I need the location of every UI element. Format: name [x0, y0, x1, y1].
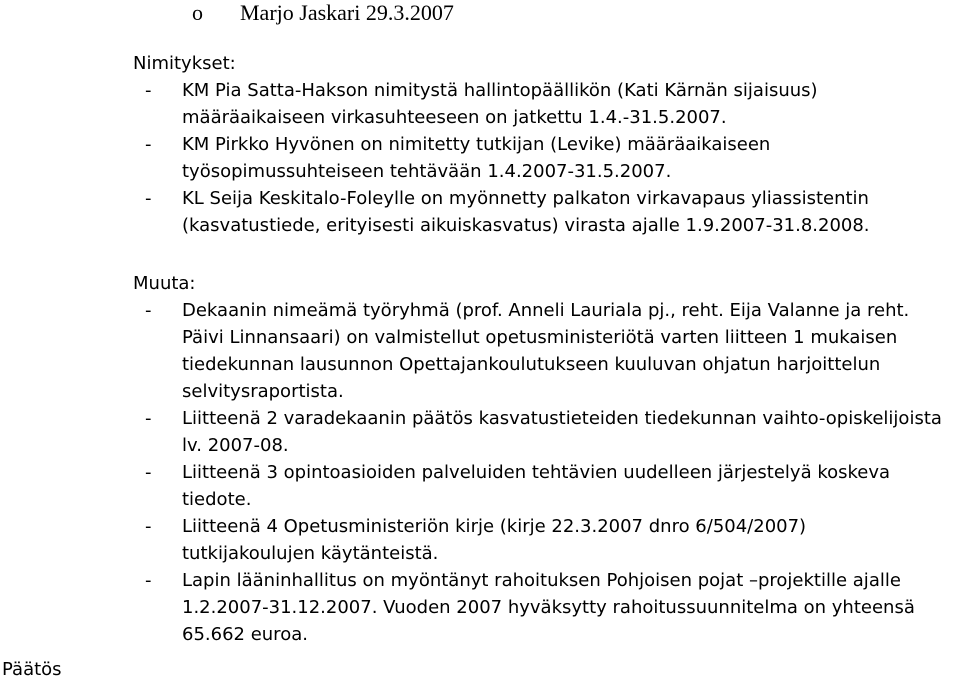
top-list-item [192, 0, 454, 26]
muuta-item-3 [133, 459, 943, 513]
dash-bullet: - [145, 300, 152, 321]
muuta-heading: Muuta: [133, 273, 196, 294]
muuta-item-5 [133, 567, 943, 648]
item-text: KM Pia Satta-Hakson nimitystä hallintopäällikön (Kati Kärnän sijaisuus) määräaikaiseen virkasuhteeseen on jatkettu 1.4.-31.5.2007. [182, 80, 818, 128]
dash-bullet: - [145, 408, 152, 429]
paatos-margin-label: Päätös [2, 659, 62, 680]
dash-bullet: - [145, 516, 152, 537]
item-text: Liitteenä 3 opintoasioiden palveluiden tehtävien uudelleen järjestelyä koskeva tiedote. [182, 462, 891, 510]
item-text: KL Seija Keskitalo-Foleylle on myönnetty palkaton virkavapaus yliassistentin (kasvatustiede, erityisesti aikuiskasvatus) virasta ajalle 1.9.2007-31.8.2008. [182, 188, 870, 236]
muuta-item-4 [133, 513, 943, 567]
muuta-item-2 [133, 405, 943, 459]
dash-bullet: - [145, 134, 152, 155]
nimitykset-section [133, 50, 943, 239]
item-text: Dekaanin nimeämä työryhmä (prof. Anneli Lauriala pj., reht. Eija Valanne ja reht. Päivi Linnansaari) on valmistellut opetusministeriötä varten liitteen 1 mukaisen tiedekunnan lausunnon Opettajankoulutukseen kuuluvan ohjatun harjoittelun selvitysraportista. [182, 300, 910, 402]
nimitykset-heading: Nimitykset: [133, 53, 236, 74]
nimitys-item-3 [133, 185, 943, 239]
item-text: Liitteenä 2 varadekaanin päätös kasvatustieteiden tiedekunnan vaihto-opiskelijoista lv. 2007-08. [182, 408, 942, 456]
nimitys-item-1 [133, 77, 943, 131]
dash-bullet: - [145, 80, 152, 101]
dash-bullet: - [145, 462, 152, 483]
circle-bullet: o [192, 0, 203, 25]
nimitys-item-2 [133, 131, 943, 185]
muuta-section [133, 270, 943, 648]
item-text: Liitteenä 4 Opetusministeriön kirje (kirje 22.3.2007 dnro 6/504/2007) tutkijakoulujen käytänteistä. [182, 516, 807, 564]
item-text: KM Pirkko Hyvönen on nimitetty tutkijan (Levike) määräaikaiseen työsopimussuhteiseen tehtävään 1.4.2007-31.5.2007. [182, 134, 771, 182]
top-item-text: Marjo Jaskari 29.3.2007 [240, 0, 454, 25]
dash-bullet: - [145, 188, 152, 209]
item-text: Lapin lääninhallitus on myöntänyt rahoituksen Pohjoisen pojat –projektille ajalle 1.2.2007-31.12.2007. Vuoden 2007 hyväksytty rahoitussuunnitelma on yhteensä 65.662 euroa. [182, 570, 915, 645]
muuta-item-1 [133, 297, 943, 405]
dash-bullet: - [145, 570, 152, 591]
